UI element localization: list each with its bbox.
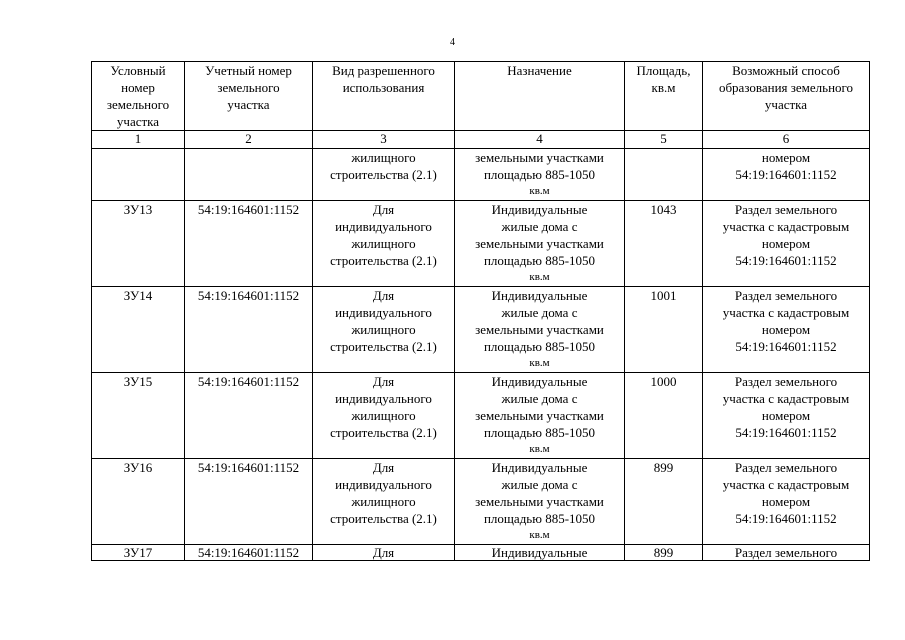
cell-line: земельными участками [475, 150, 604, 165]
area-cell: 1000 [625, 373, 703, 459]
header-line: Площадь, [636, 63, 691, 78]
page-number: 4 [450, 37, 455, 48]
cell-line: площадью 885-1050 [483, 511, 596, 526]
header-line: Назначение [507, 63, 572, 78]
table-row [92, 373, 870, 459]
last-row [92, 545, 870, 561]
cadastral-cell: 54:19:164601:1152 [185, 201, 313, 287]
purpose-cell [455, 287, 625, 373]
cell-line: жилищного [351, 494, 416, 509]
use-cell [313, 373, 455, 459]
method-cell [703, 287, 870, 373]
table-cell [92, 149, 185, 201]
cell-line: Для [372, 202, 395, 217]
cadastral-cell: 54:19:164601:1152 [185, 459, 313, 545]
method-cell [703, 459, 870, 545]
purpose-cell [455, 459, 625, 545]
header-line: Условный [110, 63, 166, 78]
cell-line: площадью 885-1050 [483, 253, 596, 268]
cell-line: Для [372, 460, 395, 475]
cell-line: Индивидуальные [491, 374, 588, 389]
cell-line: кв.м [529, 443, 550, 455]
cell-line: Раздел земельного [734, 460, 838, 475]
cell-line: жилые дома с [501, 391, 578, 406]
header-line: земельного [106, 97, 170, 112]
use-cell [313, 149, 455, 201]
purpose-cell [455, 149, 625, 201]
cell-line: жилые дома с [501, 305, 578, 320]
header-line: номер [121, 80, 155, 95]
cell-line: строительства (2.1) [330, 511, 437, 526]
table-row [92, 201, 870, 287]
use-cell [313, 201, 455, 287]
header-line: Учетный номер [205, 63, 292, 78]
cell-line: 54:19:164601:1152 [735, 167, 837, 182]
header-cell [185, 62, 313, 131]
plot-id-cell: ЗУ14 [92, 287, 185, 373]
cell-line: индивидуального [335, 305, 432, 320]
cell-line: жилищного [351, 408, 416, 423]
column-number: 1 [92, 131, 185, 149]
column-number: 3 [313, 131, 455, 149]
cell-line: 54:19:164601:1152 [735, 425, 837, 440]
header-line: кв.м [651, 80, 676, 95]
cell-line: строительства (2.1) [330, 167, 437, 182]
cell-line: Индивидуальные [491, 460, 588, 475]
method-cell [703, 201, 870, 287]
cell-line: жилые дома с [501, 219, 578, 234]
cell-line: номером [761, 236, 811, 251]
header-line: участка [116, 114, 160, 129]
table-row [92, 287, 870, 373]
cell-line: индивидуального [335, 391, 432, 406]
cell-line: номером [761, 408, 811, 423]
land-plots-table [91, 61, 870, 561]
purpose-cell [455, 201, 625, 287]
table-cell [625, 149, 703, 201]
header-line: использования [342, 80, 425, 95]
column-number: 6 [703, 131, 870, 149]
use-cell [313, 459, 455, 545]
cell-line: участка с кадастровым [722, 477, 850, 492]
cell-line: Раздел земельного [734, 374, 838, 389]
cell-line: 54:19:164601:1152 [735, 339, 837, 354]
purpose-cell [455, 373, 625, 459]
cadastral-cell: 54:19:164601:1152 [185, 545, 313, 561]
purpose-cell: Индивидуальные [455, 545, 625, 561]
cell-line: земельными участками [475, 408, 604, 423]
cell-line: Раздел земельного [734, 288, 838, 303]
cadastral-cell: 54:19:164601:1152 [185, 373, 313, 459]
cell-line: строительства (2.1) [330, 253, 437, 268]
header-cell [455, 62, 625, 131]
column-number: 5 [625, 131, 703, 149]
table-row [92, 459, 870, 545]
cell-line: кв.м [529, 357, 550, 369]
plot-id-cell: ЗУ15 [92, 373, 185, 459]
cell-line: площадью 885-1050 [483, 425, 596, 440]
cell-line: земельными участками [475, 236, 604, 251]
use-cell [313, 287, 455, 373]
cell-line: Раздел земельного [734, 202, 838, 217]
header-cell [92, 62, 185, 131]
cadastral-cell: 54:19:164601:1152 [185, 287, 313, 373]
cell-line: 54:19:164601:1152 [735, 253, 837, 268]
method-cell [703, 149, 870, 201]
cell-line: 54:19:164601:1152 [735, 511, 837, 526]
column-number-row [92, 131, 870, 149]
cell-line: участка с кадастровым [722, 305, 850, 320]
area-cell: 1043 [625, 201, 703, 287]
area-cell: 1001 [625, 287, 703, 373]
plot-id-cell: ЗУ17 [92, 545, 185, 561]
cell-line: Для [372, 374, 395, 389]
cell-line: строительства (2.1) [330, 339, 437, 354]
cell-line: Индивидуальные [491, 202, 588, 217]
cell-line: жилые дома с [501, 477, 578, 492]
area-cell: 899 [625, 545, 703, 561]
header-line: земельного [217, 80, 280, 95]
cell-line: жилищного [351, 236, 416, 251]
cell-line: Для [372, 288, 395, 303]
cell-line: жилищного [351, 150, 416, 165]
header-line: образования земельного [718, 80, 854, 95]
header-line: Вид разрешенного [332, 63, 435, 78]
plot-id-cell: ЗУ13 [92, 201, 185, 287]
header-line: участка [227, 97, 270, 112]
header-cell [703, 62, 870, 131]
header-cell [313, 62, 455, 131]
method-cell: Раздел земельного [703, 545, 870, 561]
area-cell: 899 [625, 459, 703, 545]
cell-line: кв.м [529, 185, 550, 197]
header-cell [625, 62, 703, 131]
cell-line: индивидуального [335, 477, 432, 492]
cell-line: номером [761, 322, 811, 337]
cell-line: жилищного [351, 322, 416, 337]
table-cell [185, 149, 313, 201]
cell-line: кв.м [529, 271, 550, 283]
cell-line: номером [761, 494, 811, 509]
cell-line: номером [761, 150, 811, 165]
cell-line: строительства (2.1) [330, 425, 437, 440]
cell-line: кв.м [529, 529, 550, 541]
column-number: 4 [455, 131, 625, 149]
method-cell [703, 373, 870, 459]
cell-line: участка с кадастровым [722, 391, 850, 406]
continuation-row [92, 149, 870, 201]
header-line: Возможный способ [732, 63, 840, 78]
cell-line: площадью 885-1050 [483, 339, 596, 354]
header-line: участка [764, 97, 808, 112]
plot-id-cell: ЗУ16 [92, 459, 185, 545]
cell-line: земельными участками [475, 494, 604, 509]
column-number: 2 [185, 131, 313, 149]
cell-line: Индивидуальные [491, 288, 588, 303]
use-cell: Для [313, 545, 455, 561]
cell-line: земельными участками [475, 322, 604, 337]
table-header-row [92, 62, 870, 131]
cell-line: площадью 885-1050 [483, 167, 596, 182]
cell-line: индивидуального [335, 219, 432, 234]
cell-line: участка с кадастровым [722, 219, 850, 234]
